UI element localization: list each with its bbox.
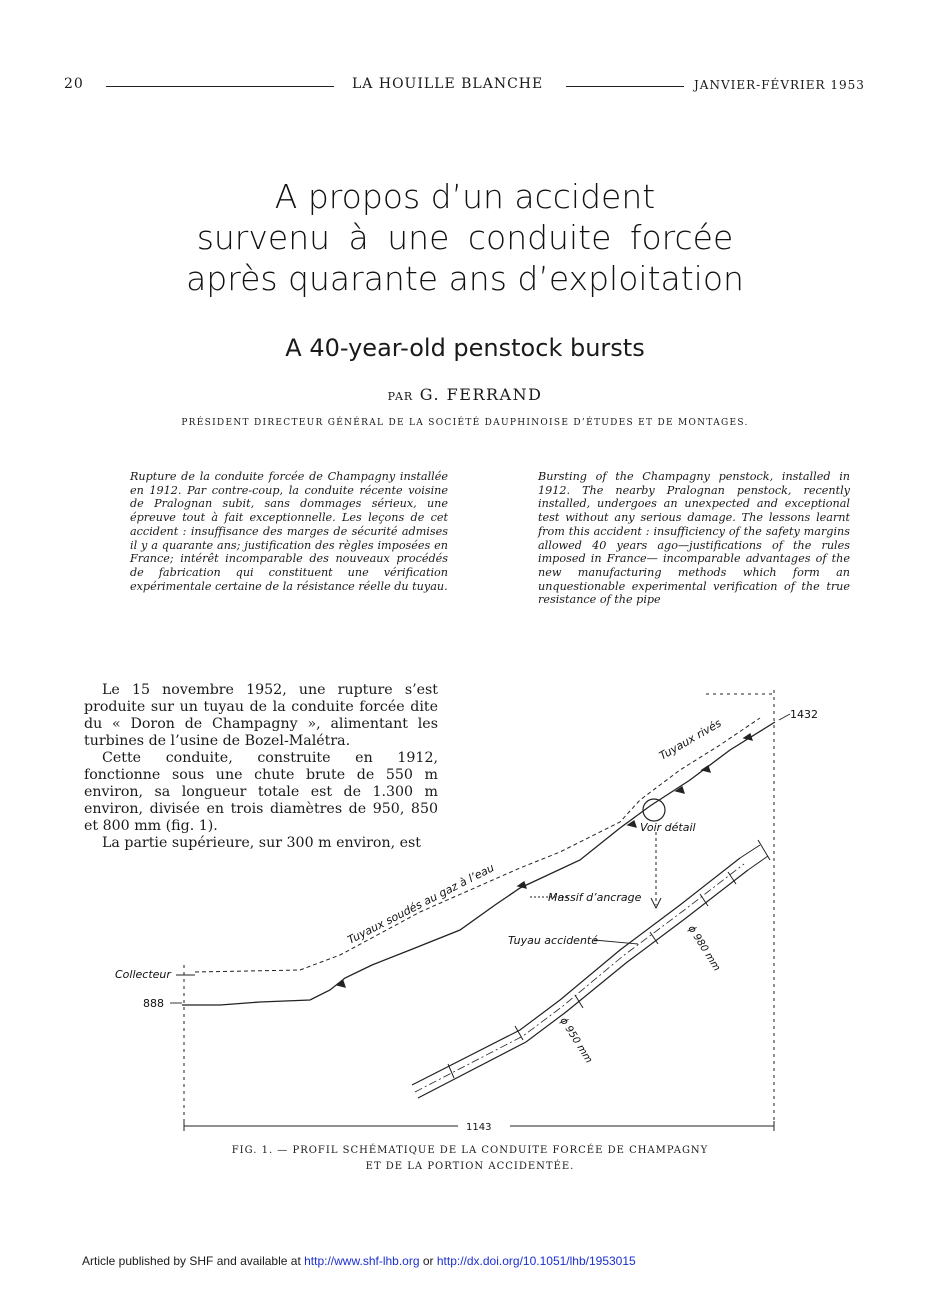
length-label: 1143 — [466, 1122, 492, 1133]
detail-circle — [643, 799, 665, 821]
title-line-3: après quarante ans d’exploitation — [186, 259, 744, 298]
damaged-pipe-label: Tuyau accidenté — [508, 934, 598, 947]
author-affiliation: PRÉSIDENT DIRECTEUR GÉNÉRAL DE LA SOCIÉTÉ DAUPHINOISE D’ÉTUDES ET DE MONTAGES. — [181, 418, 749, 428]
body-paragraph: La partie supérieure, sur 300 m environ, est — [102, 835, 422, 851]
journal-name: LA HOUILLE BLANCHE — [352, 76, 544, 92]
abstract-french: Rupture de la conduite forcée de Champagny installée en 1912. Par contre-coup, la conduite récente voisine de Pralognan subit, sans dommages sérieux, une épreuve tout à fait exceptionnelle. Les leçons de cet accident : insuffisance des marges de sécurité admises il y a quarante ans; justification des règles imposées en France; intérêt incomparable des nouveaux procédés de fabrication qui constituent une vérification expérimentale certaine de la résistance réelle du tuyau. — [130, 470, 448, 593]
body-paragraph: Le 15 novembre 1952, une rupture s’est produite sur un tuyau de la conduite forcée dite du « Doron de Champagny », alimentant les turbines de l’usine de Bozel-Malétra. — [84, 682, 438, 749]
footer-link-doi[interactable]: http://dx.doi.org/10.1051/lhb/1953015 — [436, 1254, 636, 1268]
anchor-block-label: Massif d’ancrage — [548, 891, 642, 904]
footer-prefix: Article published by SHF and available at — [82, 1254, 305, 1268]
author-name: G. FERRAND — [419, 385, 543, 404]
penstock-profile-line — [182, 722, 775, 1005]
page-number: 20 — [64, 76, 84, 92]
diameter-980-label: ϕ 980 mm — [685, 923, 723, 974]
detail-label: Voir détail — [640, 821, 696, 834]
issue-date: JANVIER-FÉVRIER 1953 — [694, 78, 865, 92]
caption-line-1: FIG. 1. — PROFIL SCHÉMATIQUE DE LA CONDUITE FORCÉE DE CHAMPAGNY — [231, 1145, 709, 1156]
author-prefix: PAR — [387, 390, 414, 403]
collector-label: Collecteur — [115, 968, 171, 981]
article-subtitle: A 40-year-old penstock bursts — [285, 334, 645, 362]
pipe-route-dashed — [195, 718, 760, 972]
damaged-pipe-inner — [418, 870, 748, 1098]
footer-link-shf[interactable]: http://www.shf-lhb.org — [304, 1254, 420, 1268]
elevation-bottom-label: 888 — [143, 997, 164, 1010]
title-line-1: A propos d’un accident — [274, 177, 656, 216]
abstract-english: Bursting of the Champagny penstock, installed in 1912. The nearby Pralognan penstock, recently installed, undergoes an unexpected and exceptional test without any serious damage. The lessons learnt from this accident : insufficiency of the safety margins allowed 40 years ago—justifications of the rules imposed in France— incomparable advantages of the new manufacturing methods which form an unquestionable experimental verification of the true resistance of the pipe — [538, 470, 850, 607]
elevation-top-label: 1432 — [790, 708, 818, 721]
footer-middle: or — [419, 1254, 437, 1268]
title-line-2: survenu à une conduite forcée — [196, 218, 734, 257]
figure-caption — [180, 1143, 760, 1175]
welded-pipes-label: Tuyaux soudés au gaz à l’eau — [345, 861, 497, 947]
diameter-950-label: ϕ 950 mm — [557, 1015, 595, 1066]
riveted-pipes-label: Tuyaux rivés — [657, 716, 724, 763]
body-paragraph: Cette conduite, construite en 1912, fonctionne sous une chute brute de 550 m environ, sa longueur totale est de 1.300 m environ, divisée en trois diamètres de 950, 850 et 800 mm (fig. 1). — [84, 750, 438, 834]
publication-footer — [82, 1254, 636, 1268]
caption-line-2: ET DE LA PORTION ACCIDENTÉE. — [365, 1161, 575, 1172]
